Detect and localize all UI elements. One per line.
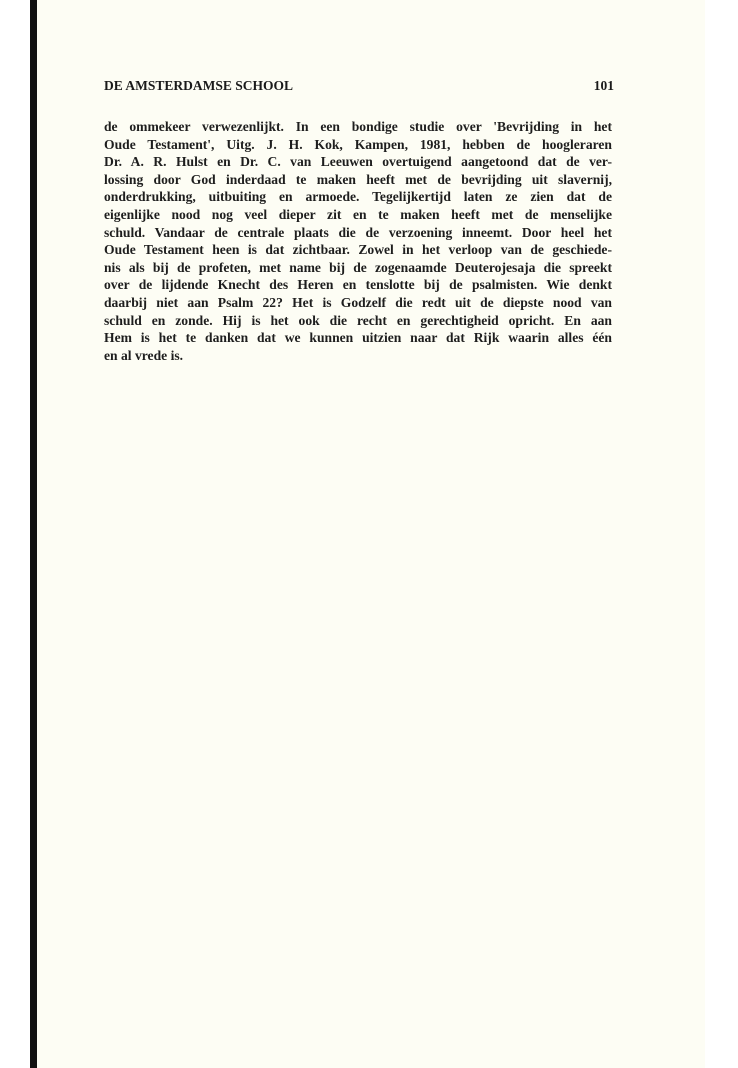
book-binding-edge [30, 0, 37, 1068]
text-line: onderdrukking, uitbuiting en armoede. Tegelijkertijd laten ze zien dat de [104, 189, 612, 205]
page-margin [705, 0, 738, 1068]
text-line: nis als bij de profeten, met name bij de zogenaamde Deuterojesaja die spreekt [104, 259, 612, 275]
running-header [104, 78, 614, 94]
text-line: de ommekeer verwezenlijkt. In een bondige studie over 'Bevrijding in het [104, 119, 612, 134]
text-line: lossing door God inderdaad te maken heeft met de bevrijding uit slavernij, [104, 171, 612, 187]
body-paragraph [104, 118, 612, 364]
text-line: schuld en zonde. Hij is het ook die recht en gerechtigheid opricht. En aan [104, 312, 612, 328]
text-line: over de lijdende Knecht des Heren en tenslotte bij de psalmisten. Wie denkt [104, 277, 612, 293]
text-line: Hem is het te danken dat we kunnen uitzien naar dat Rijk waarin alles één [104, 330, 612, 346]
text-line: Oude Testament heen is dat zichtbaar. Zowel in het verloop van de geschiede- [104, 242, 612, 258]
page-number: 101 [593, 78, 614, 93]
text-line: eigenlijke nood nog veel dieper zit en te maken heeft met de menselijke [104, 206, 612, 222]
running-title: DE AMSTERDAMSE SCHOOL [104, 78, 294, 93]
text-line: schuld. Vandaar de centrale plaats die de verzoening inneemt. Door heel het [104, 224, 612, 240]
text-line: Dr. A. R. Hulst en Dr. C. van Leeuwen overtuigend aangetoond dat de ver- [104, 154, 612, 170]
text-line: daarbij niet aan Psalm 22? Het is Godzelf die redt uit de diepste nood van [104, 294, 612, 310]
text-line: Oude Testament', Uitg. J. H. Kok, Kampen, 1981, hebben de hoogleraren [104, 136, 612, 152]
text-line: en al vrede is. [104, 347, 184, 363]
